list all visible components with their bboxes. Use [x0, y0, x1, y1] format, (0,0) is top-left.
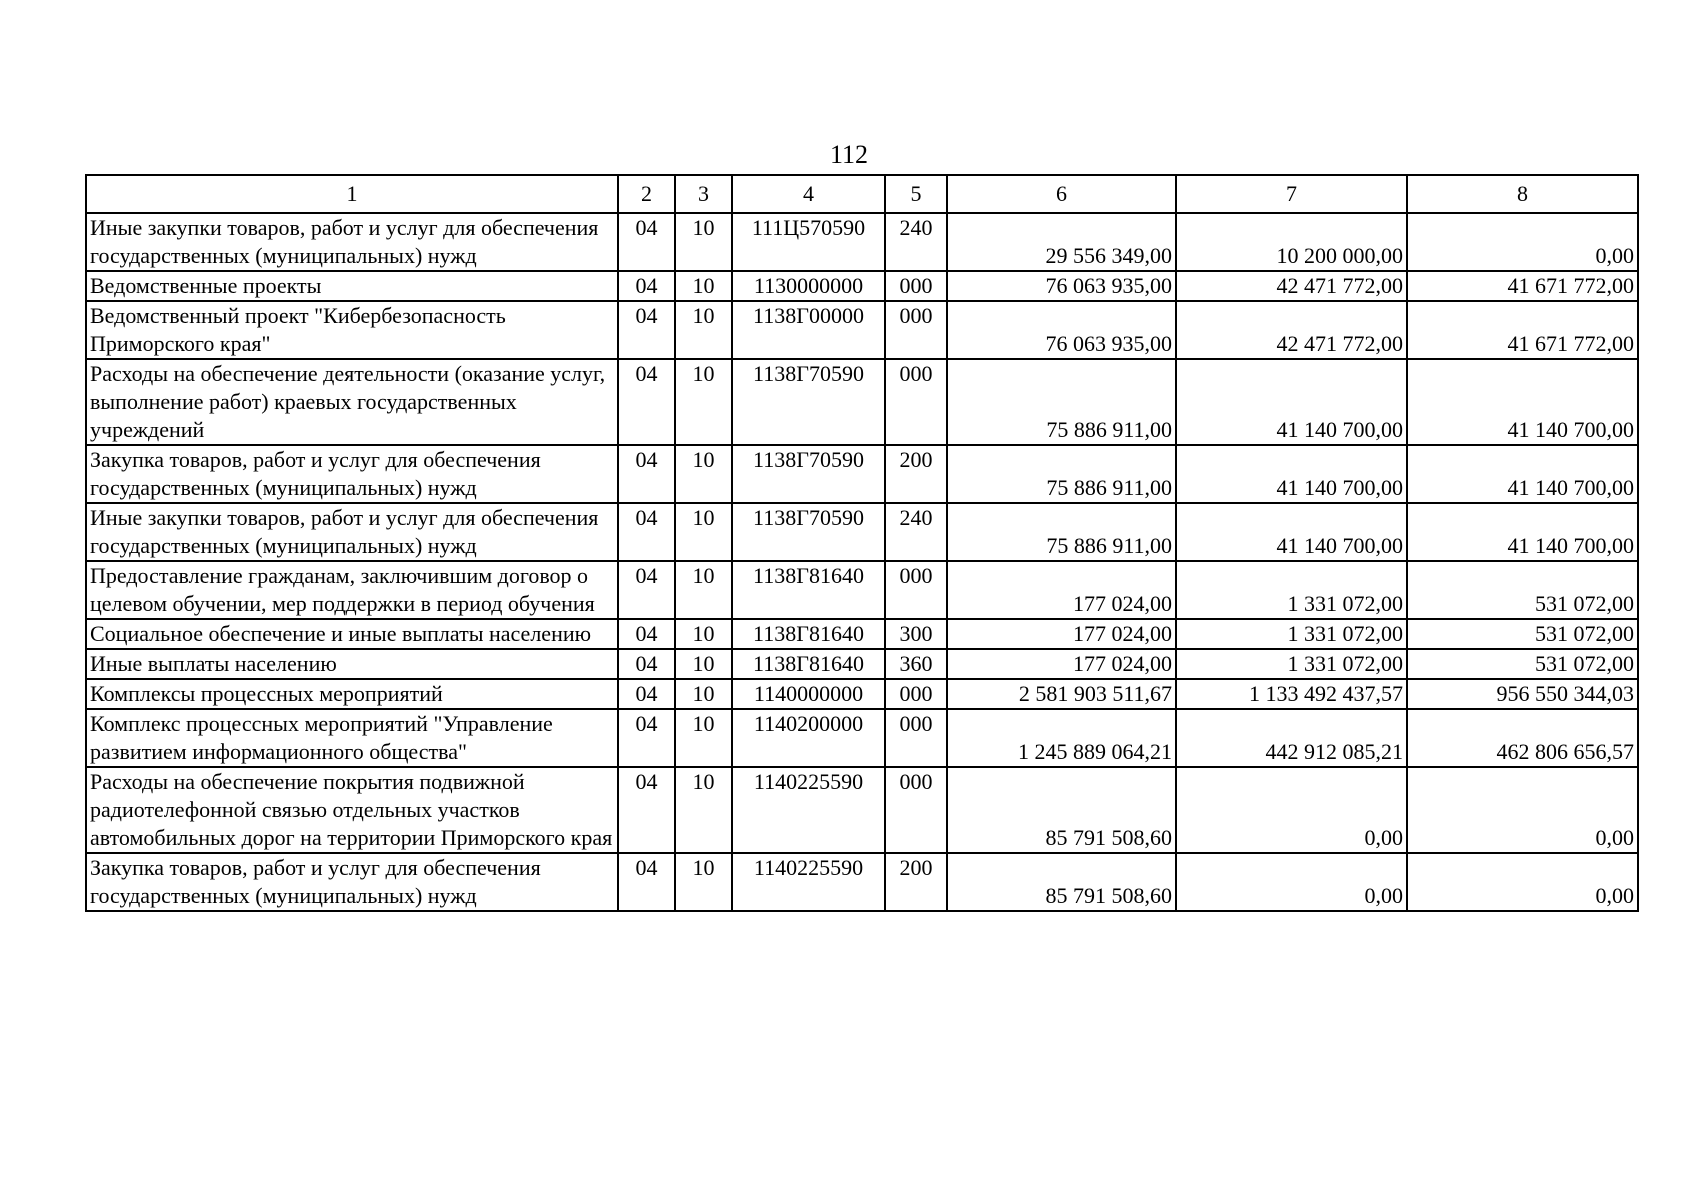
- row-expense-type: 200: [885, 445, 947, 503]
- row-section: 04: [618, 679, 675, 709]
- table-row: [86, 213, 1638, 271]
- row-amount-6: 75 886 911,00: [947, 359, 1176, 445]
- row-amount-7: 0,00: [1176, 853, 1407, 911]
- column-header: 6: [947, 175, 1176, 213]
- row-amount-6: 75 886 911,00: [947, 503, 1176, 561]
- row-amount-7: 41 140 700,00: [1176, 503, 1407, 561]
- row-name: Закупка товаров, работ и услуг для обеспечения государственных (муниципальных) нужд: [86, 853, 618, 911]
- row-subsection: 10: [675, 561, 732, 619]
- row-expense-type: 240: [885, 503, 947, 561]
- row-amount-8: 41 140 700,00: [1407, 503, 1638, 561]
- row-name: Расходы на обеспечение покрытия подвижной радиотелефонной связью отдельных участков автомобильных дорог на территории Приморского края: [86, 767, 618, 853]
- row-expense-type: 000: [885, 679, 947, 709]
- row-target-code: 1138Г00000: [732, 301, 885, 359]
- row-amount-7: 1 331 072,00: [1176, 649, 1407, 679]
- row-amount-6: 2 581 903 511,67: [947, 679, 1176, 709]
- row-expense-type: 000: [885, 359, 947, 445]
- row-name: Социальное обеспечение и иные выплаты населению: [86, 619, 618, 649]
- header-row: [86, 175, 1638, 213]
- row-subsection: 10: [675, 619, 732, 649]
- budget-table: [85, 174, 1639, 912]
- row-target-code: 1138Г81640: [732, 561, 885, 619]
- row-target-code: 1138Г70590: [732, 445, 885, 503]
- column-header: 8: [1407, 175, 1638, 213]
- row-section: 04: [618, 649, 675, 679]
- row-subsection: 10: [675, 445, 732, 503]
- row-target-code: 1138Г81640: [732, 619, 885, 649]
- row-subsection: 10: [675, 649, 732, 679]
- row-amount-6: 177 024,00: [947, 619, 1176, 649]
- row-expense-type: 000: [885, 767, 947, 853]
- row-amount-8: 0,00: [1407, 213, 1638, 271]
- row-section: 04: [618, 301, 675, 359]
- row-name: Иные закупки товаров, работ и услуг для обеспечения государственных (муниципальных) нужд: [86, 503, 618, 561]
- table-row: [86, 301, 1638, 359]
- row-target-code: 1138Г70590: [732, 503, 885, 561]
- column-header: 5: [885, 175, 947, 213]
- table-row: [86, 445, 1638, 503]
- row-target-code: 111Ц570590: [732, 213, 885, 271]
- column-header: 1: [86, 175, 618, 213]
- row-target-code: 1140225590: [732, 767, 885, 853]
- row-amount-7: 0,00: [1176, 767, 1407, 853]
- row-section: 04: [618, 709, 675, 767]
- row-amount-6: 177 024,00: [947, 561, 1176, 619]
- table-row: [86, 767, 1638, 853]
- row-expense-type: 300: [885, 619, 947, 649]
- row-amount-6: 85 791 508,60: [947, 853, 1176, 911]
- row-section: 04: [618, 503, 675, 561]
- row-section: 04: [618, 359, 675, 445]
- column-header: 4: [732, 175, 885, 213]
- table-row: [86, 679, 1638, 709]
- row-name: Иные выплаты населению: [86, 649, 618, 679]
- row-name: Иные закупки товаров, работ и услуг для обеспечения государственных (муниципальных) нужд: [86, 213, 618, 271]
- row-amount-8: 41 140 700,00: [1407, 359, 1638, 445]
- row-name: Ведомственные проекты: [86, 271, 618, 301]
- row-amount-6: 76 063 935,00: [947, 271, 1176, 301]
- row-amount-8: 462 806 656,57: [1407, 709, 1638, 767]
- row-expense-type: 240: [885, 213, 947, 271]
- row-amount-7: 1 133 492 437,57: [1176, 679, 1407, 709]
- row-amount-6: 29 556 349,00: [947, 213, 1176, 271]
- row-expense-type: 360: [885, 649, 947, 679]
- row-amount-7: 1 331 072,00: [1176, 619, 1407, 649]
- row-expense-type: 000: [885, 709, 947, 767]
- row-subsection: 10: [675, 301, 732, 359]
- row-amount-8: 41 671 772,00: [1407, 301, 1638, 359]
- row-expense-type: 000: [885, 271, 947, 301]
- row-amount-8: 41 671 772,00: [1407, 271, 1638, 301]
- row-subsection: 10: [675, 359, 732, 445]
- row-target-code: 1138Г81640: [732, 649, 885, 679]
- row-amount-8: 0,00: [1407, 767, 1638, 853]
- row-target-code: 1138Г70590: [732, 359, 885, 445]
- row-target-code: 1140000000: [732, 679, 885, 709]
- table-row: [86, 649, 1638, 679]
- row-amount-7: 41 140 700,00: [1176, 359, 1407, 445]
- row-section: 04: [618, 767, 675, 853]
- row-subsection: 10: [675, 767, 732, 853]
- row-target-code: 1140225590: [732, 853, 885, 911]
- row-expense-type: 200: [885, 853, 947, 911]
- table-row: [86, 359, 1638, 445]
- page-number: 112: [829, 140, 869, 169]
- row-section: 04: [618, 445, 675, 503]
- table-row: [86, 853, 1638, 911]
- row-section: 04: [618, 853, 675, 911]
- table-row: [86, 561, 1638, 619]
- column-header: 2: [618, 175, 675, 213]
- row-amount-7: 10 200 000,00: [1176, 213, 1407, 271]
- row-subsection: 10: [675, 213, 732, 271]
- row-subsection: 10: [675, 679, 732, 709]
- row-subsection: 10: [675, 503, 732, 561]
- row-section: 04: [618, 619, 675, 649]
- row-amount-8: 531 072,00: [1407, 561, 1638, 619]
- row-section: 04: [618, 561, 675, 619]
- row-amount-8: 41 140 700,00: [1407, 445, 1638, 503]
- row-amount-8: 956 550 344,03: [1407, 679, 1638, 709]
- row-name: Закупка товаров, работ и услуг для обеспечения государственных (муниципальных) нужд: [86, 445, 618, 503]
- row-amount-6: 85 791 508,60: [947, 767, 1176, 853]
- row-name: Комплексы процессных мероприятий: [86, 679, 618, 709]
- table-row: [86, 619, 1638, 649]
- row-expense-type: 000: [885, 561, 947, 619]
- row-target-code: 1140200000: [732, 709, 885, 767]
- row-amount-6: 75 886 911,00: [947, 445, 1176, 503]
- row-amount-7: 42 471 772,00: [1176, 301, 1407, 359]
- row-subsection: 10: [675, 709, 732, 767]
- table-row: [86, 709, 1638, 767]
- row-name: Расходы на обеспечение деятельности (оказание услуг, выполнение работ) краевых государственных учреждений: [86, 359, 618, 445]
- row-amount-8: 531 072,00: [1407, 619, 1638, 649]
- row-expense-type: 000: [885, 301, 947, 359]
- table-row: [86, 503, 1638, 561]
- row-amount-7: 42 471 772,00: [1176, 271, 1407, 301]
- row-name: Комплекс процессных мероприятий "Управление развитием информационного общества": [86, 709, 618, 767]
- row-amount-7: 41 140 700,00: [1176, 445, 1407, 503]
- row-section: 04: [618, 213, 675, 271]
- column-header: 3: [675, 175, 732, 213]
- row-subsection: 10: [675, 271, 732, 301]
- row-amount-8: 0,00: [1407, 853, 1638, 911]
- table-row: [86, 271, 1638, 301]
- row-amount-6: 1 245 889 064,21: [947, 709, 1176, 767]
- row-target-code: 1130000000: [732, 271, 885, 301]
- row-name: Предоставление гражданам, заключившим договор о целевом обучении, мер поддержки в период обучения: [86, 561, 618, 619]
- row-amount-6: 177 024,00: [947, 649, 1176, 679]
- row-amount-7: 442 912 085,21: [1176, 709, 1407, 767]
- row-name: Ведомственный проект "Кибербезопасность Приморского края": [86, 301, 618, 359]
- row-amount-6: 76 063 935,00: [947, 301, 1176, 359]
- row-amount-7: 1 331 072,00: [1176, 561, 1407, 619]
- row-amount-8: 531 072,00: [1407, 649, 1638, 679]
- row-subsection: 10: [675, 853, 732, 911]
- row-section: 04: [618, 271, 675, 301]
- column-header: 7: [1176, 175, 1407, 213]
